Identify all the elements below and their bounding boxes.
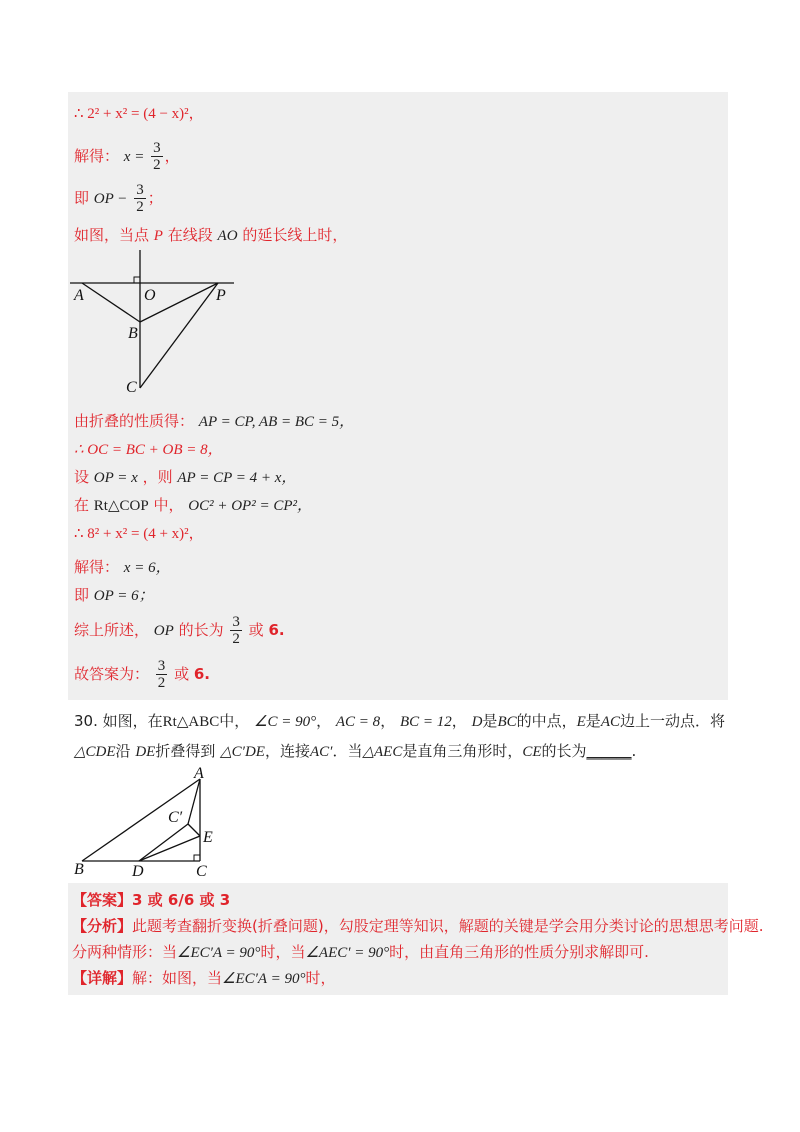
question-30-line-2: △CDE沿 DE折叠得到 △C′DE，连接AC′．当△AEC是直角三角形时，CE的长为______. bbox=[74, 742, 637, 760]
fraction-3-over-2: $\frac{3}{2}$ bbox=[157, 658, 166, 691]
solution-block bbox=[68, 883, 764, 995]
fraction-3-over-2: $\frac{3}{2}$ bbox=[136, 182, 144, 215]
segment-DE bbox=[139, 836, 200, 861]
label-D: D bbox=[132, 863, 144, 878]
label-C: C bbox=[126, 379, 137, 396]
solve-line-2: 解得： x = 6， bbox=[74, 558, 171, 576]
segment-DC-prime bbox=[139, 824, 188, 861]
label-E: E bbox=[203, 829, 213, 846]
fraction-3-over-2: $\frac{3}{2}$ bbox=[153, 140, 161, 173]
rt-triangle-line: 在 Rt△COP 中， OC² + OP² = CP²， bbox=[74, 496, 313, 514]
previous-solution-block bbox=[68, 92, 728, 700]
solve-line-1: 解得： x = $\frac{3}{2}$ ， bbox=[74, 140, 180, 173]
label-O: O bbox=[144, 287, 156, 304]
case-2-heading: 如图，当点 P 在线段 AO 的延长线上时， bbox=[74, 226, 348, 244]
ji-line-1: 即 OP − $\frac{3}{2}$ ； bbox=[74, 182, 163, 215]
segment-AB bbox=[82, 283, 140, 322]
fraction-3-over-2: $\frac{3}{2}$ bbox=[232, 614, 240, 647]
segment-C-prime-E bbox=[188, 824, 200, 836]
segment-AB bbox=[82, 779, 200, 861]
let-op-line: 设 OP = x ，则 AP = CP = 4 + x， bbox=[74, 468, 297, 486]
final-answer-line: 故答案为： $\frac{3}{2}$ 或 6. bbox=[74, 658, 211, 691]
therefore-oc-line: ∴ OC = BC + OB = 8， bbox=[74, 442, 223, 458]
therefore-equation-2: ∴ 8² + x² = (4 + x)²， bbox=[74, 526, 204, 542]
answer-line: 【答案】3 或 6/6 或 3 bbox=[72, 891, 231, 909]
detail-line: 【详解】解：如图，当∠EC′A = 90°时， bbox=[72, 969, 336, 987]
label-C-prime: C′ bbox=[168, 809, 183, 826]
label-A: A bbox=[74, 287, 84, 304]
analysis-line-2: 分两种情形：当∠EC′A = 90°时，当∠AEC′ = 90°时，由直角三角形的性质分别求解即可. bbox=[72, 943, 649, 961]
label-A: A bbox=[194, 766, 204, 782]
label-P: P bbox=[216, 287, 226, 304]
label-B: B bbox=[74, 861, 84, 878]
question-30-line-1: 30. 如图，在Rt△ABC中， ∠C = 90°， AC = 8， BC = 12， D是BC的中点，E是AC边上一动点．将 bbox=[74, 712, 725, 730]
equation-therefore-1: ∴ 2² + x² = (4 − x)²， bbox=[74, 106, 204, 122]
ji-line-2: 即 OP = 6； bbox=[74, 586, 154, 604]
right-angle-mark bbox=[134, 277, 140, 283]
fold-property-line: 由折叠的性质得： AP = CP, AB = BC = 5， bbox=[74, 412, 355, 430]
label-C: C bbox=[196, 863, 207, 878]
right-angle-mark bbox=[194, 855, 200, 861]
label-B: B bbox=[128, 325, 138, 342]
summary-line: 综上所述， OP 的长为 $\frac{3}{2}$ 或 6. bbox=[74, 614, 285, 647]
analysis-line: 【分析】此题考查翻折变换(折叠问题)，勾股定理等知识，解题的关键是学会用分类讨论的思想思考问题. bbox=[72, 917, 764, 935]
answer-blank: ______ bbox=[586, 742, 632, 760]
figure-question-30 bbox=[72, 766, 222, 878]
figure-fold-case-2 bbox=[70, 246, 250, 396]
